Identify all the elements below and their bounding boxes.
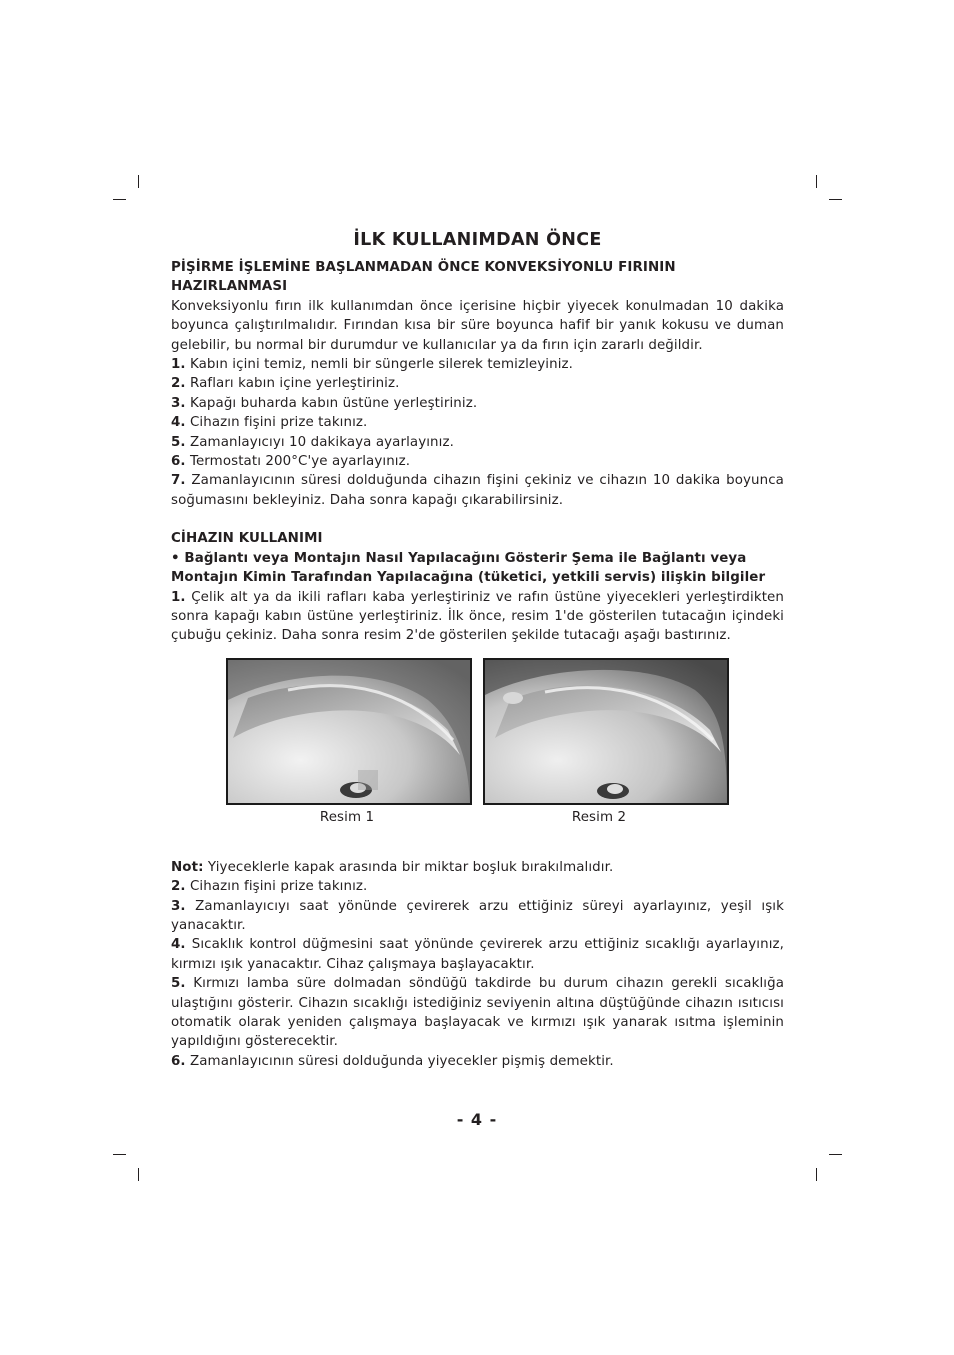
step-number: 2. bbox=[171, 879, 186, 895]
figures-row bbox=[171, 658, 784, 858]
step-text: Kırmızı lamba süre dolmadan söndüğü takdirde bu durum cihazın gerekli sıcaklığa ulaştığını gösterir. Cihazın sıcaklığı istediğiniz seviyenin altına düştüğünde cihazın ısıtıcısı otomatik olarak yeniden çalışmaya başlayacak ve kırmızı ışık yanarak ısıtma işleminin yapıldığını gösterecektir. bbox=[171, 976, 784, 1050]
step-number: 7. bbox=[171, 473, 186, 489]
step-number: 5. bbox=[171, 976, 186, 992]
list-item bbox=[171, 374, 784, 393]
list-item bbox=[171, 452, 784, 471]
step-text: Zamanlayıcıyı saat yönünde çevirerek arzu ettiğiniz süreyi ayarlayınız, yeşil ışık yanacaktır. bbox=[171, 898, 784, 933]
step-text: Kabın içini temiz, nemli bir süngerle silerek temizleyiniz. bbox=[185, 357, 573, 373]
step-text: Cihazın fişini prize takınız. bbox=[185, 879, 368, 895]
step-number: 1. bbox=[171, 589, 186, 605]
crop-mark bbox=[816, 175, 817, 188]
crop-mark bbox=[113, 199, 126, 200]
list-item bbox=[171, 1052, 784, 1071]
step-text: Zamanlayıcının süresi dolduğunda yiyecekler pişmiş demektir. bbox=[185, 1053, 614, 1069]
step-number: 5. bbox=[171, 434, 186, 450]
list-item bbox=[171, 935, 784, 974]
crop-mark bbox=[816, 1168, 817, 1181]
crop-mark bbox=[113, 1154, 126, 1155]
photo-lid-handle-1 bbox=[226, 658, 472, 805]
installation-info-bullet: • Bağlantı veya Montajın Nasıl Yapılacağını Gösterir Şema ile Bağlantı veya Montajın Kimin Tarafından Yapılacağına (tüketici, yetkili servis) ilişkin bilgiler bbox=[171, 550, 766, 586]
step-text: Zamanlayıcının süresi dolduğunda cihazın fişini çekiniz ve cihazın 10 dakika boyunca soğumasını bekleyiniz. Daha sonra kapağı çıkarabilirsiniz. bbox=[171, 473, 784, 508]
step-text: Termostatı 200°C'ye ayarlayınız. bbox=[185, 454, 411, 470]
list-item bbox=[171, 588, 784, 646]
page-content bbox=[171, 228, 784, 1071]
crop-mark bbox=[138, 1168, 139, 1181]
spacer bbox=[171, 510, 784, 529]
step-text: Çelik alt ya da ikili rafları kaba yerleştiriniz ve rafın üstüne yiyecekleri yerleştirdikten sonra kapağı kabın üstüne yerleştiriniz. İlk önce, resim 1'de gösterilen tutacağın içindeki çubuğu çekiniz. Daha sonra resim 2'de gösterilen şekilde tutacağı aşağı bastırınız. bbox=[171, 589, 784, 644]
step-number: 3. bbox=[171, 898, 186, 914]
list-item bbox=[171, 433, 784, 452]
lid-handle-image bbox=[228, 660, 470, 803]
list-item bbox=[171, 877, 784, 896]
list-item bbox=[171, 394, 784, 413]
figure-caption: Resim 2 bbox=[571, 809, 627, 825]
step-text: Sıcaklık kontrol düğmesini saat yönünde çevirerek arzu ettiğiniz sıcaklığı ayarlayınız, kırmızı ışık yanacaktır. Cihaz çalışmaya başlayacaktır. bbox=[171, 937, 784, 972]
list-item bbox=[171, 897, 784, 936]
photo-lid-handle-2 bbox=[483, 658, 729, 805]
step-text: Rafları kabın içine yerleştiriniz. bbox=[185, 376, 400, 392]
crop-mark bbox=[138, 175, 139, 188]
step-number: 2. bbox=[171, 376, 186, 392]
intro-paragraph: Konveksiyonlu fırın ilk kullanımdan önce içerisine hiçbir yiyecek konulmadan 10 dakika boyunca çalıştırılmalıdır. Fırından kısa bir süre boyunca hafif bir yanık kokusu ve duman gelebilir, bu normal bir durumdur ve kullanıcılar ya da fırın için zararlı değildir. bbox=[171, 298, 784, 353]
note-label: Not: bbox=[171, 859, 204, 875]
section-heading-usage: CİHAZIN KULLANIMI bbox=[171, 531, 323, 547]
list-item bbox=[171, 974, 784, 1052]
step-number: 4. bbox=[171, 937, 186, 953]
note bbox=[171, 858, 784, 877]
step-number: 4. bbox=[171, 415, 186, 431]
step-number: 3. bbox=[171, 395, 186, 411]
list-item bbox=[171, 413, 784, 432]
step-text: Kapağı buharda kabın üstüne yerleştiriniz. bbox=[185, 395, 478, 411]
crop-mark bbox=[829, 199, 842, 200]
step-text: Cihazın fişini prize takınız. bbox=[185, 415, 368, 431]
crop-mark bbox=[829, 1154, 842, 1155]
note-text: Yiyeceklerle kapak arasında bir miktar boşluk bırakılmalıdır. bbox=[203, 859, 614, 875]
page-number: - 4 - bbox=[456, 1110, 498, 1129]
step-text: Zamanlayıcıyı 10 dakikaya ayarlayınız. bbox=[185, 434, 454, 450]
list-item bbox=[171, 355, 784, 374]
step-number: 6. bbox=[171, 1053, 186, 1069]
list-item bbox=[171, 471, 784, 510]
lid-handle-image bbox=[485, 660, 727, 803]
figure-caption: Resim 1 bbox=[319, 809, 375, 825]
step-number: 1. bbox=[171, 357, 186, 373]
section-heading-preparation: PİŞİRME İŞLEMİNE BAŞLANMADAN ÖNCE KONVEKSİYONLU FIRININ HAZIRLANMASI bbox=[171, 260, 676, 295]
page-title: İLK KULLANIMDAN ÖNCE bbox=[353, 230, 602, 250]
step-number: 6. bbox=[171, 454, 186, 470]
